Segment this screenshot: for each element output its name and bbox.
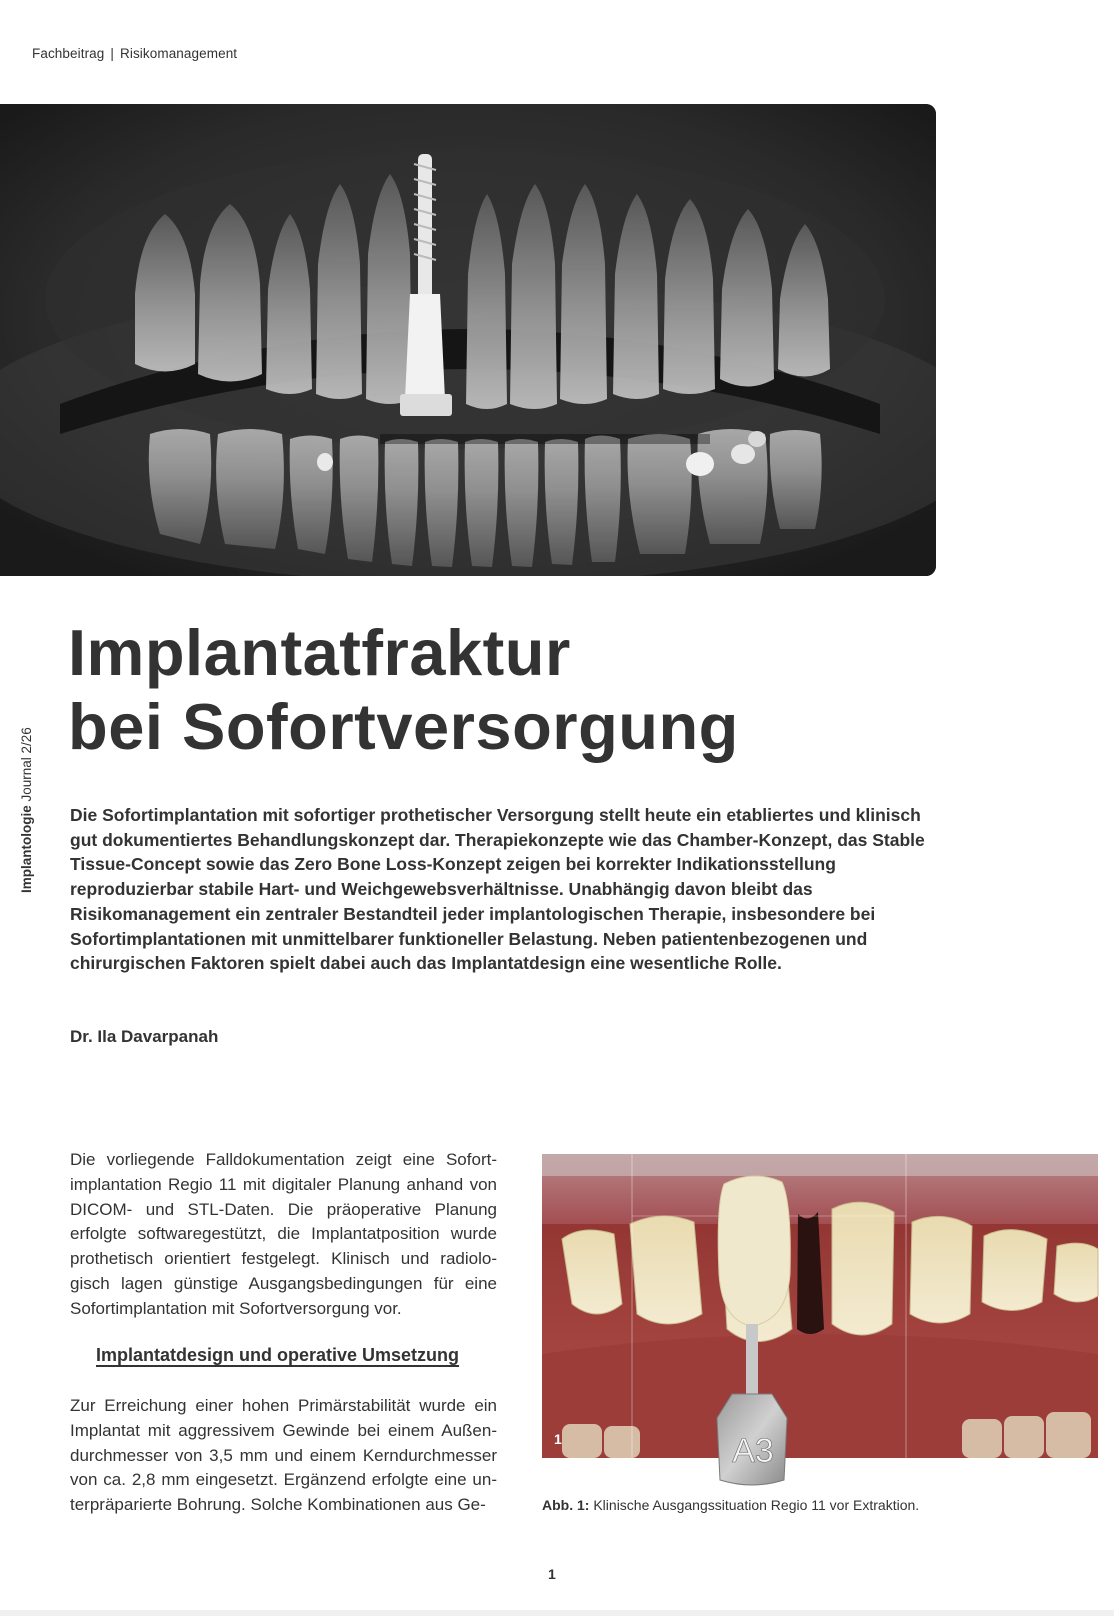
clinical-photo-figure — [542, 1154, 1098, 1470]
header-section: Fachbeitrag — [32, 46, 105, 61]
title-line-1: Implantatfraktur — [68, 616, 571, 689]
journal-issue: Journal 2/26 — [19, 727, 34, 802]
header-topic: Risikomanagement — [120, 46, 238, 61]
title-line-2: bei Sofortversorgung — [68, 690, 739, 763]
article-lead: Die Sofortimplantation mit sofortiger prothetischer Versorgung stellt heute ein etabliertes und klinisch gut dokumentiertes Behandlungskonzept dar. Therapiekonzepte wie das Chamber-Konzept, das Stable Tissue-Concept sowie das Zero Bone Loss-Konzept zeigen bei korrekter Indikationsstellung reproduzierbar stabile Hart- und Weichgewebsverhältnisse. Unabhängig davon bleibt das Risikomanagement ein zentraler Bestandteil jeder implantologischen Therapie, insbesondere bei Sofortimplantationen mit unmittelbarer funktioneller Belastung. Neben patientenbezogenen und chirurgischen Faktoren spielt dabei auch das Implantatdesign eine wesentliche Rolle. — [70, 805, 925, 974]
page-number: 1 — [548, 1566, 556, 1582]
header-separator: | — [110, 46, 114, 61]
figure-caption — [542, 1497, 919, 1513]
body-paragraph-2: Zur Erreichung einer hohen Primärstabilität wurde ein Implantat mit aggressivem Gewinde bei einem Außendurchmesser von 3,5 mm und einem Kerndurchmesser von ca. 2,8 mm eingesetzt. Ergänzend erfolgte eine unterpräparierte Bohrung. Solche Kombinationen aus Ge- — [70, 1396, 497, 1515]
panoramic-xray-image — [0, 104, 936, 576]
section-subheading: Implantatdesign und operative Umsetzung — [96, 1345, 460, 1365]
running-header — [32, 46, 237, 61]
figure-number: 1 — [554, 1431, 562, 1447]
caption-text: Klinische Ausgangssituation Regio 11 vor Extraktion. — [593, 1497, 920, 1513]
body-paragraph-1: Die vorliegende Falldokumentation zeigt eine Sofortimplantation Regio 11 mit digitaler Planung anhand von DICOM- und STL-Daten. Die präoperative Planung erfolgte softwaregestützt, die Implantatposition wurde prothetisch orientiert festgelegt. Klinisch und radiologisch lagen günstige Ausgangsbedingungen für eine Sofortimplantation mit Sofortversorgung vor. — [70, 1150, 497, 1318]
article-title — [68, 616, 739, 764]
bottom-band — [0, 1610, 1114, 1616]
journal-name: Implantologie — [19, 805, 34, 893]
article-author: Dr. Ila Davarpanah — [70, 1027, 219, 1046]
journal-side-label — [19, 727, 34, 893]
shade-tab-label: A3 — [732, 1432, 774, 1470]
caption-label: Abb. 1: — [542, 1497, 590, 1513]
